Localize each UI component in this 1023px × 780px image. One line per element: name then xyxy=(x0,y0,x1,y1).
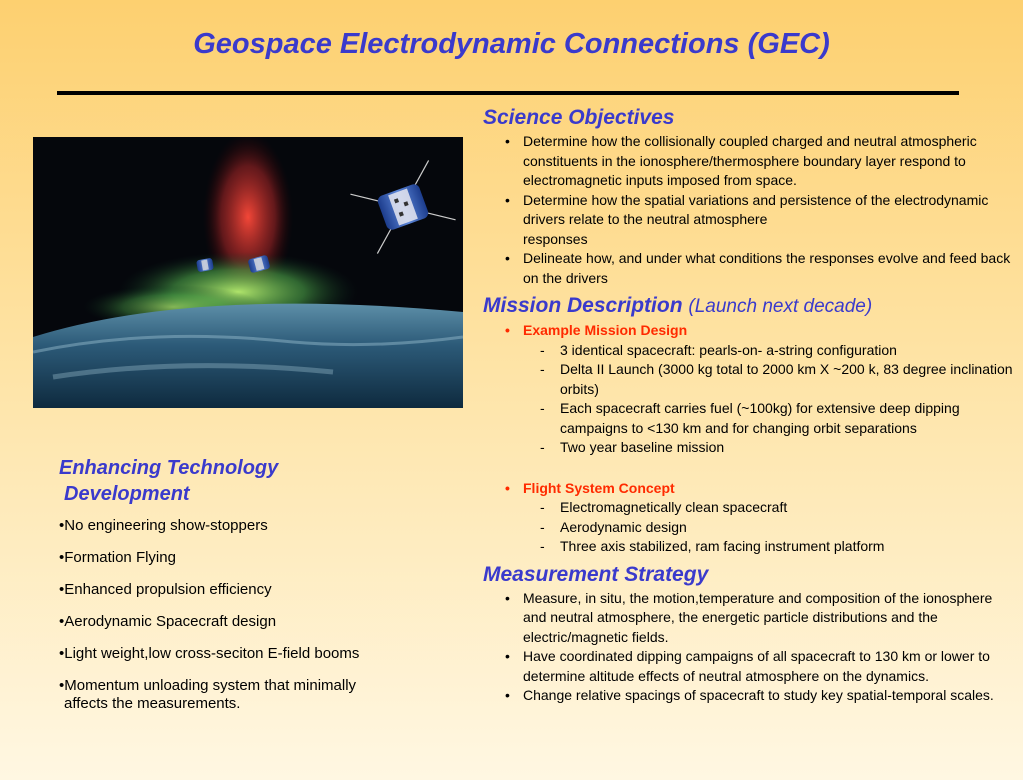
science-bullet xyxy=(483,191,1018,250)
right-column xyxy=(483,104,1018,706)
mission-design-item: - Delta II Launch (3000 kg total to 2000 km X ~200 k, 83 degree inclination orbits) xyxy=(483,360,1018,399)
enhancing-item: •Light weight,low cross-seciton E-field booms xyxy=(59,645,360,662)
spacecraft-aurora-illustration xyxy=(33,137,463,408)
measurement-bullet: • Change relative spacings of spacecraft to study key spatial-temporal scales. xyxy=(483,686,1018,706)
mission-design-item: - Each spacecraft carries fuel (~100kg) for extensive deep dipping campaigns to <130 km and for changing orbit separations xyxy=(483,399,1018,438)
science-bullet-continuation: responses xyxy=(523,230,588,247)
enhancing-item-line: •Momentum unloading system that minimally xyxy=(59,677,357,694)
enhancing-item: •Aerodynamic Spacecraft design xyxy=(59,613,277,630)
mission-heading-text: Mission Description xyxy=(483,294,683,317)
measurement-bullet: • Measure, in situ, the motion,temperature and composition of the ionosphere and neutral atmosphere, the energetic particle distributions and the electric/magnetic fields. xyxy=(483,589,1018,648)
flight-system-item: - Aerodynamic design xyxy=(483,518,1018,538)
enhancing-item xyxy=(59,677,469,713)
enhancing-item: •No engineering show-stoppers xyxy=(59,517,268,534)
science-bullet: • Determine how the collisionally coupled charged and neutral atmospheric constituents in the ionosphere/thermosphere boundary layer respond to electromagnetic inputs imposed from space. xyxy=(483,132,1018,191)
measurement-bullet: • Have coordinated dipping campaigns of all spacecraft to 130 km or lower to determine altitude effects of neutral atmosphere on the dynamics. xyxy=(483,647,1018,686)
enhancing-item: •Formation Flying xyxy=(59,549,176,566)
spacecraft-aurora-image xyxy=(33,137,463,408)
enhancing-item: •Enhanced propulsion efficiency xyxy=(59,581,272,598)
science-bullet: • Delineate how, and under what conditions the responses evolve and feed back on the drivers xyxy=(483,249,1018,288)
measurement-strategy-heading: Measurement Strategy xyxy=(483,562,709,586)
flight-system-item: - Electromagnetically clean spacecraft xyxy=(483,498,1018,518)
enhancing-item-continuation: affects the measurements. xyxy=(64,695,241,712)
section-spacer xyxy=(483,458,1018,479)
mission-design-list xyxy=(483,341,1018,458)
enhancing-heading-line1: Enhancing Technology xyxy=(59,457,279,479)
mission-list xyxy=(483,321,1018,341)
title-divider xyxy=(57,91,959,95)
flight-system-item: - Three axis stabilized, ram facing instrument platform xyxy=(483,537,1018,557)
enhancing-heading-line2: Development xyxy=(64,483,190,505)
flight-system-items xyxy=(483,498,1018,557)
enhancing-technology-section xyxy=(59,455,469,713)
mission-design-item: - 3 identical spacecraft: pearls-on- a-string configuration xyxy=(483,341,1018,361)
flight-system-list xyxy=(483,479,1018,499)
science-objectives-heading: Science Objectives xyxy=(483,106,675,129)
measurement-list xyxy=(483,589,1018,706)
slide-title: Geospace Electrodynamic Connections (GEC) xyxy=(193,28,830,60)
mission-heading-note: (Launch next decade) xyxy=(688,296,873,317)
mission-description-heading xyxy=(483,292,1018,321)
mission-design-item: - Two year baseline mission xyxy=(483,438,1018,458)
science-objectives-list xyxy=(483,132,1018,288)
flight-system-label: • Flight System Concept xyxy=(483,479,1018,499)
science-bullet-text: • Determine how the spatial variations and persistence of the electrodynamic drivers relate to the neutral atmosphere xyxy=(523,191,989,227)
mission-design-label: • Example Mission Design xyxy=(483,321,1018,341)
